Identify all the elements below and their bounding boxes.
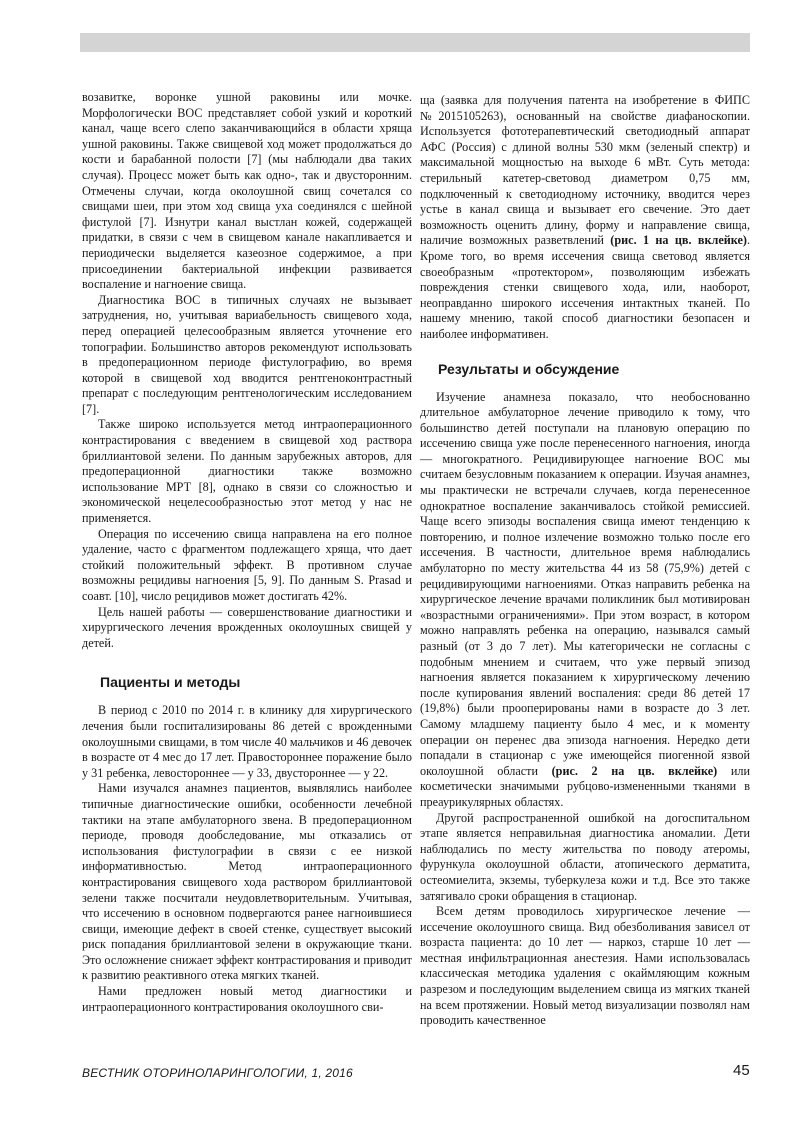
paragraph: возавитке, воронке ушной раковины или мочке. Морфологически ВОС представляет собой узкий и короткий канал, чаще всего слепо заканчивающийся в области хряща ушной раковины. Также свищевой ход может продолжаться до кости и барабанной полости [7] (мы наблюдали два таких случая). Процесс может быть как одно-, так и двусторонним. Отмечены случаи, когда околоушной свищ сочетался со свищами шеи, при этом ход свища уха соединялся с шейной фистулой [7]. Изнутри канал выстлан кожей, содержащей придатки, в связи с чем в свищевом канале накапливается и периодически выделяется казеозное содержимое, а при присоединении бактериальной инфекции развивается воспаление и нагноение свища. (82, 90, 412, 292)
paragraph (420, 390, 750, 811)
text-run: . Кроме того, во время иссечения свища световод является своеобразным «протектором», позволяющим избежать повреждения стенки свищевого хода, или, наоборот, неоправданно широкого иссечения интактных тканей. По нашему мнению, такой способ диагностики безопасен и наиболее информативен. (420, 233, 750, 341)
paragraph: Цель нашей работы — совершенствование диагностики и хирургического лечения врожденных околоушных свищей у детей. (82, 604, 412, 650)
section-heading: Результаты и обсуждение (438, 360, 620, 377)
paragraph: Всем детям проводилось хирургическое лечение — иссечение околоушного свища. Вид обезболивания зависел от возраста пациента: до 10 лет — наркоз, старше 10 лет — местная инфильтрационная анестезия. Нами использовалась классическая методика удаления с окаймляющим кожным разрезом и последующим выделением свища из мягких тканей на всем протяжении. Новый метод визуализации позволял нам проводить качественное (420, 904, 750, 1028)
journal-title: ВЕСТНИК ОТОРИНОЛАРИНГОЛОГИИ, 1, 2016 (82, 1066, 353, 1080)
section-heading: Пациенты и методы (100, 674, 241, 691)
paragraph: Нами предложен новый метод диагностики и интраоперационного контрастирования околоушного сви- (82, 984, 412, 1014)
text-run: или косметически значимыми рубцово-измененными тканями в преаурикулярных областях. (420, 763, 750, 809)
paragraph: Нами изучался анамнез пациентов, выявлялись наиболее типичные диагностические ошибки, особенности лечебной тактики на этапе амбулаторного звена. В предоперационном периоде, проводя дообследование, мы отказались от использования фистулографии в связи с ее низкой информативностью. Метод интраоперационного контрастирования свищевого хода раствором бриллиантовой зелени также посчитали неудовлетворительным. Учитывая, что иссечению в основном подвергаются ранее нагноившиеся свищи, имеющие дефект в своей стенке, существует высокий риск попадания бриллиантовой зелени в окружающие ткани. Это осложнение снижает эффект контрастирования и приводит к развитию реактивного отека мягких тканей. (82, 781, 412, 983)
paragraph: Операция по иссечению свища направлена на его полное удаление, часто с фрагментом подлежащего хряща, что дает стойкий положительный эффект. В противном случае возможны рецидивы нагноения [5, 9]. По данным S. Prasad и соавт. [10], число рецидивов может достигать 42%. (82, 526, 412, 603)
text-run: Изучение анамнеза показало, что необоснованно длительное амбулаторное лечение приводило к тому, что большинство детей поступали на плановую операцию по иссечению свища уже после перенесенного нагноения, иногда — многократного. Рецидивирующее нагноение ВОС мы считаем безусловным показанием к операции. Изучая анамнез, мы практически не встречали случаев, когда перенесенное однократное воспаление заканчивалось стойкой ремиссией. Чаще всего эпизоды воспаления свища имеют тенденцию к повторению, и полное излечение возможно только после его иссечения. В частности, длительное время наблюдались амбулаторно по месту жительства 44 из 58 (75,9%) детей с рецидивирующими нагноениями. Отказ направить ребенка на хирургическое лечение врачами поликлиник был мотивирован «возрастными ограничениями». При этом возраст, в котором можно направлять ребенка на операцию, назывался самый разный (от 3 до 7 лет). Мы категорически не согласны с подобным мнением и считаем, что уже первый эпизод нагноения является показанием к хирургическому лечению после купирования явлений воспаления: среди 86 детей 17 (19,8%) были прооперированы нами в возрасте до 3 лет. Самому младшему пациенту было 4 мес, и к моменту операции он перенес два эпизода нагноения. Нередко дети попадали в стационар с уже имеющейся пиогенной язвой околоушной области (420, 389, 750, 778)
paragraph: Другой распространенной ошибкой на догоспитальном этапе является неправильная диагностика аномалии. Дети наблюдались по месту жительства по поводу атеромы, фурункула околоушной области, атопического дерматита, остеомиелита, экземы, туберкулеза кожи и т.д. Все это также затягивало сроки обращения в стационар. (420, 810, 750, 903)
paragraph (420, 93, 750, 343)
paragraph: Диагностика ВОС в типичных случаях не вызывает затруднения, но, учитывая вариабельность свищевого хода, перед операцией целесообразным является уточнение его топографии. Большинство авторов рекомендуют использовать в предоперационном периоде фистулографию, во время которой в свищевой ход вводится рентгеноконтрастный препарат с последующим рентгенологическим исследованием [7]. (82, 292, 412, 416)
page-number: 45 (733, 1062, 750, 1079)
figure-reference: (рис. 2 на цв. вклейке) (551, 763, 718, 778)
paragraph: Также широко используется метод интраоперационного контрастирования с введением в свищевой ход раствора бриллиантовой зелени. По данным зарубежных авторов, для предоперационной диагностики также возможно использование МРТ [8], однако в связи со сложностью и экономической нецелесообразностью этот метод у нас не применяется. (82, 417, 412, 526)
paragraph: В период с 2010 по 2014 г. в клинику для хирургического лечения были госпитализированы 86 детей с врожденными околоушными свищами, в том числе 40 мальчиков и 46 девочек в возрасте от 4 мес до 17 лет. Правостороннее поражение было у 31 ребенка, левостороннее — у 33, двустороннее — у 22. (82, 703, 412, 780)
text-run: ща (заявка для получения патента на изобретение в ФИПС №2015105263), основанный на свойстве диафаноскопии. Используется фототерапевтический светодиодный аппарат АФС (Россия) с длиной волны 530 мкм (зеленый спектр) и максимальной мощностью на выходе 6 мВт. Суть метода: стерильный катетер-световод диаметром 0,75 мм, подключенный к светодиодному источнику, вводится через устье в канал свища и вызывает его свечение. Это дает возможность оценить длину, форму и направление свища, наличие возможных разветвлений (420, 93, 750, 248)
figure-reference: (рис. 1 на цв. вклейке) (610, 233, 747, 248)
header-bar (80, 33, 750, 52)
left-column (82, 90, 412, 1015)
right-column (420, 93, 750, 1029)
